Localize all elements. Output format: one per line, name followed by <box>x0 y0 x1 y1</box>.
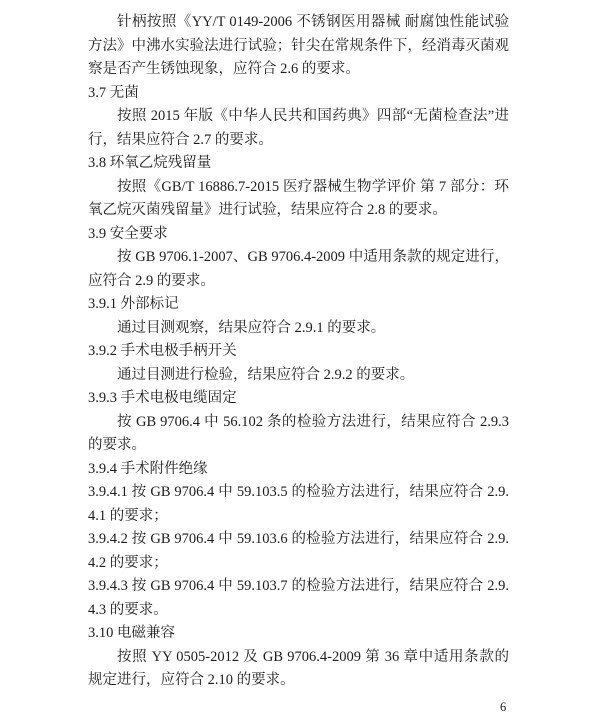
paragraph-handle-switch-test: 通过目测进行检验，结果应符合 2.9.2 的要求。 <box>117 366 415 383</box>
heading-3-9-1-external-marking: 3.9.1 外部标记 <box>88 296 179 312</box>
heading-3-9-3-electrode-cable-fixation: 3.9.3 手术电极电缆固定 <box>88 390 237 406</box>
paragraph-eto-residue-test: 按照《GB/T 16886.7-2015 医疗器械生物学评价 第 7 部分：环氧乙烷灭菌残留量》进行试验，结果应符合 2.8 的要求。 <box>88 178 509 218</box>
paragraph-external-marking-test: 通过目测观察，结果应符合 2.9.1 的要求。 <box>117 319 386 336</box>
heading-3-9-2-electrode-handle-switch: 3.9.2 手术电极手柄开关 <box>88 343 237 359</box>
page-number: 6 <box>500 700 507 714</box>
paragraph-3-9-4-3-insulation-test: 3.9.4.3 按 GB 9706.4 中 59.103.7 的检验方法进行，结果应符合 2.9.4.3 的要求。 <box>88 578 509 618</box>
document-body <box>88 11 509 693</box>
heading-3-10-emc: 3.10 电磁兼容 <box>88 625 175 641</box>
paragraph-needle-corrosion-test: 针柄按照《YY/T 0149-2006 不锈钢医用器械 耐腐蚀性能试验方法》中沸水实验法进行试验；针尖在常规条件下，经消毒灭菌观察是否产生锈蚀现象，应符合 2.6 的要求。 <box>88 14 509 77</box>
paragraph-emc-test: 按照 YY 0505-2012 及 GB 9706.4-2009 第 36 章中适用条款的规定进行，应符合 2.10 的要求。 <box>88 648 509 688</box>
paragraph-safety-test: 按 GB 9706.1-2007、GB 9706.4-2009 中适用条款的规定进行，应符合 2.9 的要求。 <box>88 249 509 289</box>
paragraph-3-9-4-1-insulation-test: 3.9.4.1 按 GB 9706.4 中 59.103.5 的检验方法进行，结果应符合 2.9.4.1 的要求； <box>88 484 509 524</box>
paragraph-3-9-4-2-insulation-test: 3.9.4.2 按 GB 9706.4 中 59.103.6 的检验方法进行，结果应符合 2.9.4.2 的要求； <box>88 531 509 571</box>
paragraph-cable-fixation-test: 按 GB 9706.4 中 56.102 条的检验方法进行，结果应符合 2.9.3 的要求。 <box>88 413 509 453</box>
paragraph-sterility-test: 按照 2015 年版《中华人民共和国药典》四部“无菌检查法”进行，结果应符合 2.7 的要求。 <box>88 108 509 148</box>
heading-3-9-safety-requirements: 3.9 安全要求 <box>88 225 168 242</box>
heading-3-9-4-accessory-insulation: 3.9.4 手术附件绝缘 <box>88 460 208 477</box>
heading-3-8-eto-residue: 3.8 环氧乙烷残留量 <box>88 155 212 171</box>
heading-3-7-sterility: 3.7 无菌 <box>88 84 139 101</box>
